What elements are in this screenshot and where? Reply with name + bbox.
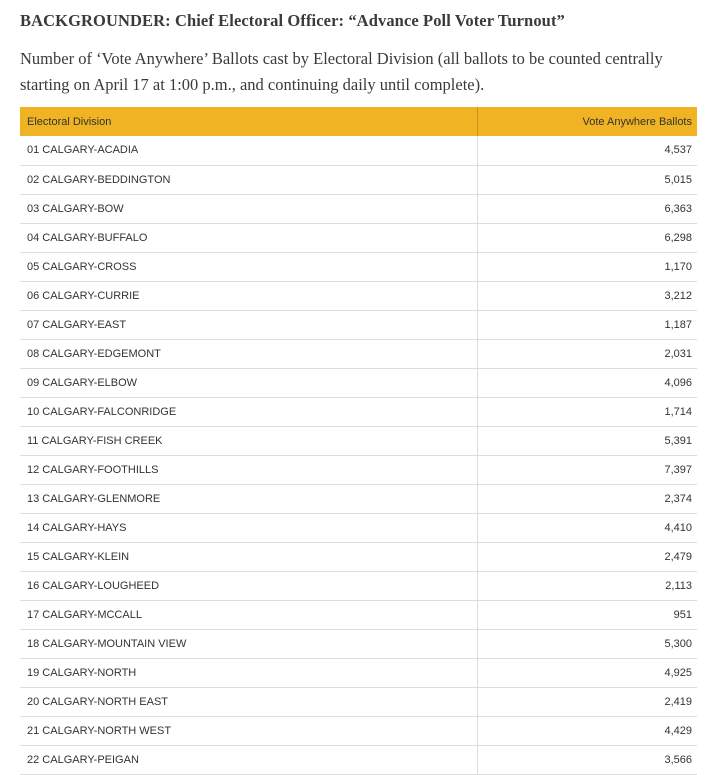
ballots-table (20, 107, 697, 775)
division-cell: 01 CALGARY-ACADIA (20, 136, 477, 165)
division-cell: 09 CALGARY-ELBOW (20, 368, 477, 397)
division-cell: 08 CALGARY-EDGEMONT (20, 339, 477, 368)
table-row (20, 542, 697, 571)
ballots-cell: 2,031 (477, 339, 697, 368)
division-cell: 03 CALGARY-BOW (20, 194, 477, 223)
page-heading: BACKGROUNDER: Chief Electoral Officer: “Advance Poll Voter Turnout” (20, 11, 565, 30)
ballots-cell: 4,410 (477, 513, 697, 542)
table-row (20, 687, 697, 716)
ballots-cell: 4,429 (477, 716, 697, 745)
table-row (20, 165, 697, 194)
division-cell: 20 CALGARY-NORTH EAST (20, 687, 477, 716)
intro-paragraph: Number of ‘Vote Anywhere’ Ballots cast by Electoral Division (all ballots to be counted centrally starting on April 17 at 1:00 p.m., and continuing daily until complete). (20, 49, 663, 94)
table-header-row (20, 107, 697, 136)
table-row (20, 571, 697, 600)
table-row (20, 223, 697, 252)
ballots-cell: 7,397 (477, 455, 697, 484)
division-cell: 15 CALGARY-KLEIN (20, 542, 477, 571)
ballots-cell: 2,479 (477, 542, 697, 571)
division-cell: 14 CALGARY-HAYS (20, 513, 477, 542)
ballots-cell: 2,374 (477, 484, 697, 513)
ballots-cell: 6,298 (477, 223, 697, 252)
division-cell: 13 CALGARY-GLENMORE (20, 484, 477, 513)
table-row (20, 629, 697, 658)
ballots-cell: 951 (477, 600, 697, 629)
division-cell: 07 CALGARY-EAST (20, 310, 477, 339)
ballots-cell: 1,170 (477, 252, 697, 281)
division-cell: 04 CALGARY-BUFFALO (20, 223, 477, 252)
division-cell: 17 CALGARY-MCCALL (20, 600, 477, 629)
table-row (20, 455, 697, 484)
ballots-cell: 5,391 (477, 426, 697, 455)
ballots-cell: 3,566 (477, 745, 697, 774)
table-row (20, 426, 697, 455)
division-cell: 11 CALGARY-FISH CREEK (20, 426, 477, 455)
ballots-cell: 4,925 (477, 658, 697, 687)
table-row (20, 397, 697, 426)
ballots-cell: 1,714 (477, 397, 697, 426)
division-cell: 18 CALGARY-MOUNTAIN VIEW (20, 629, 477, 658)
division-cell: 22 CALGARY-PEIGAN (20, 745, 477, 774)
column-header-ballots: Vote Anywhere Ballots (477, 107, 697, 136)
division-cell: 16 CALGARY-LOUGHEED (20, 571, 477, 600)
table-row (20, 281, 697, 310)
table-row (20, 658, 697, 687)
ballots-cell: 3,212 (477, 281, 697, 310)
table-row (20, 513, 697, 542)
ballots-cell: 4,537 (477, 136, 697, 165)
ballots-cell: 5,300 (477, 629, 697, 658)
ballots-cell: 4,096 (477, 368, 697, 397)
division-cell: 06 CALGARY-CURRIE (20, 281, 477, 310)
division-cell: 19 CALGARY-NORTH (20, 658, 477, 687)
table-body (20, 136, 697, 774)
table-row (20, 745, 697, 774)
division-cell: 02 CALGARY-BEDDINGTON (20, 165, 477, 194)
ballots-cell: 2,419 (477, 687, 697, 716)
table-row (20, 252, 697, 281)
ballots-cell: 1,187 (477, 310, 697, 339)
table-row (20, 484, 697, 513)
column-header-division: Electoral Division (20, 107, 477, 136)
table-row (20, 368, 697, 397)
division-cell: 05 CALGARY-CROSS (20, 252, 477, 281)
division-cell: 21 CALGARY-NORTH WEST (20, 716, 477, 745)
table-row (20, 600, 697, 629)
table-row (20, 716, 697, 745)
table-row (20, 194, 697, 223)
ballots-cell: 2,113 (477, 571, 697, 600)
table-row (20, 136, 697, 165)
division-cell: 12 CALGARY-FOOTHILLS (20, 455, 477, 484)
table-row (20, 310, 697, 339)
ballots-cell: 6,363 (477, 194, 697, 223)
division-cell: 10 CALGARY-FALCONRIDGE (20, 397, 477, 426)
table-row (20, 339, 697, 368)
ballots-cell: 5,015 (477, 165, 697, 194)
